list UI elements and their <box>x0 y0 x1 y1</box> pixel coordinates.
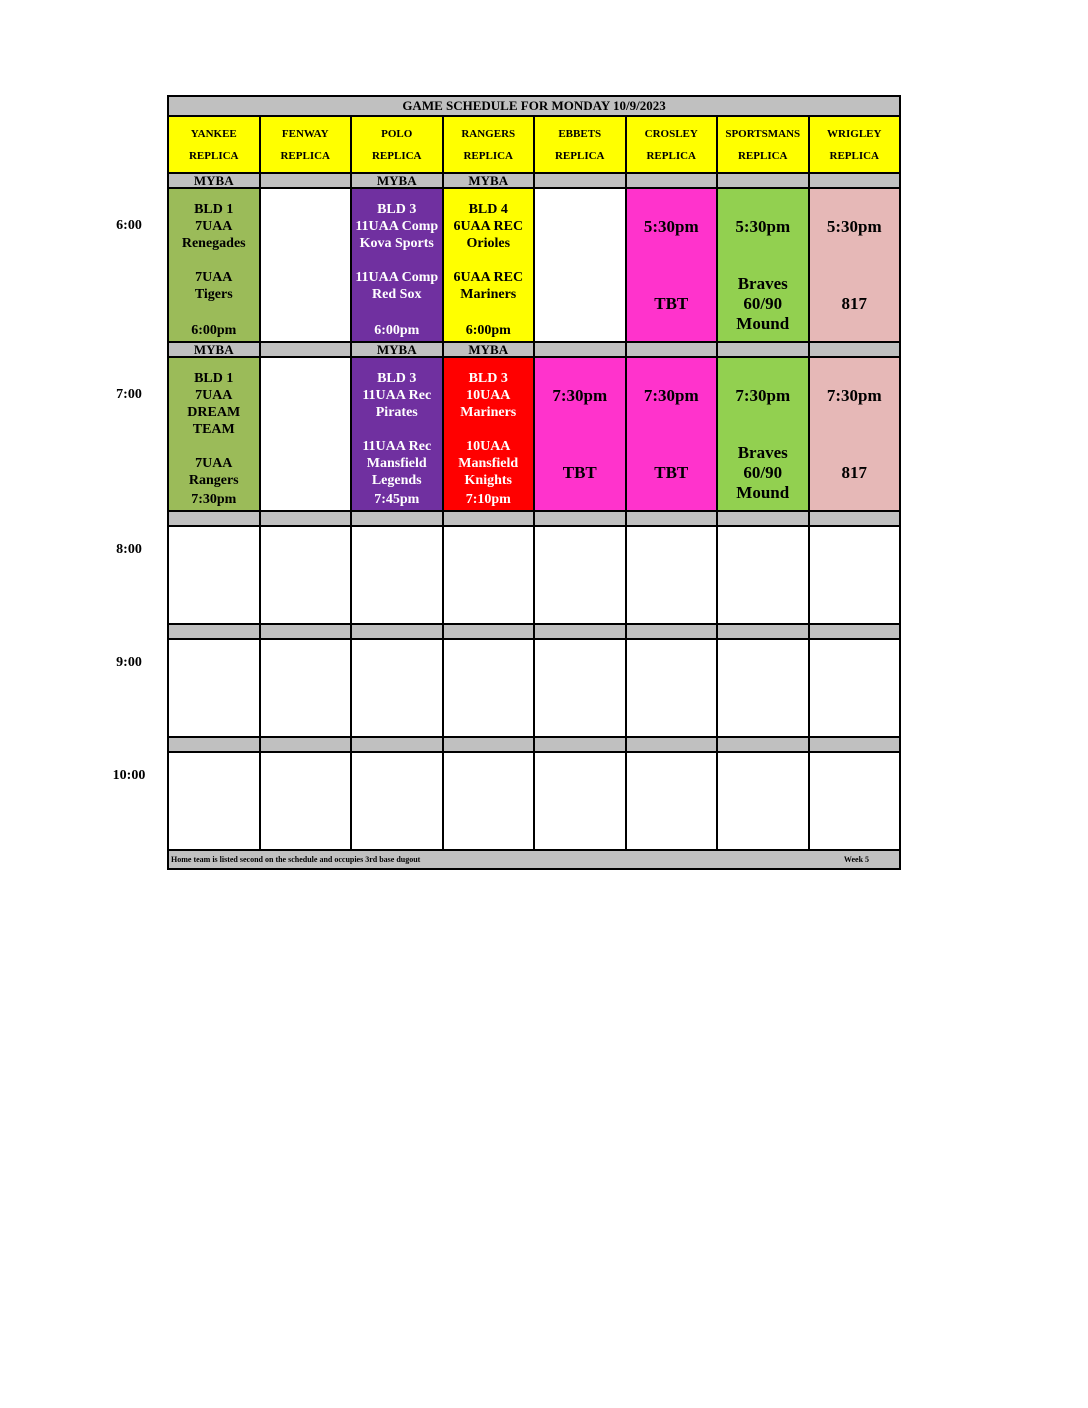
separator-cell <box>809 511 901 526</box>
footer-row <box>168 850 900 869</box>
game-line: Rangers <box>188 473 239 488</box>
game-bottom <box>718 443 808 510</box>
game-line: 7UAA <box>195 456 233 471</box>
field-name: RANGERS <box>461 127 516 140</box>
league-label: MYBA <box>351 173 443 188</box>
separator-cell <box>717 624 809 639</box>
separator-cell <box>443 624 535 639</box>
game-line: 6UAA REC <box>453 270 524 285</box>
separator-cell <box>809 624 901 639</box>
game-time: 7:45pm <box>374 492 420 507</box>
time-label: 6:00 <box>116 218 142 233</box>
line-break <box>352 252 442 269</box>
game-top <box>810 189 900 237</box>
separator-cell <box>351 511 443 526</box>
game-bottom <box>718 274 808 341</box>
game-line: 817 <box>841 463 867 482</box>
game-cell <box>717 357 809 511</box>
league-label: MYBA <box>443 173 535 188</box>
separator-cell <box>260 737 352 752</box>
game-line: Red Sox <box>372 287 422 302</box>
game-line: 6UAA REC <box>453 219 524 234</box>
separator-cell <box>168 624 260 639</box>
field-header-fenway <box>260 116 352 173</box>
game-bottom <box>810 294 900 341</box>
game-line: 5:30pm <box>826 217 882 236</box>
game-top <box>535 358 625 406</box>
league-label <box>809 342 901 357</box>
empty-slot-cell <box>809 526 901 624</box>
game-time: 6:00pm <box>374 323 420 338</box>
separator-cell <box>260 511 352 526</box>
field-header-yankee <box>168 116 260 173</box>
empty-slot-cell <box>717 526 809 624</box>
time-label: 7:00 <box>116 387 142 402</box>
separator-cell <box>260 624 352 639</box>
time-label: 10:00 <box>112 768 146 783</box>
game-line: BLD 1 <box>194 371 234 386</box>
league-label <box>534 342 626 357</box>
game-line: 11UAA Comp <box>355 219 439 234</box>
game-line: 817 <box>841 294 867 313</box>
game-box <box>627 189 717 341</box>
league-label <box>626 342 718 357</box>
field-subtitle: REPLICA <box>463 149 513 162</box>
empty-game-cell <box>260 188 352 342</box>
empty-slot-cell <box>534 752 626 850</box>
time-label: 9:00 <box>116 655 142 670</box>
league-label: MYBA <box>443 342 535 357</box>
game-line: 5:30pm <box>643 217 699 236</box>
empty-slot-cell <box>717 752 809 850</box>
separator-cell <box>351 624 443 639</box>
game-box <box>169 358 259 510</box>
separator-row <box>168 737 900 752</box>
game-box <box>627 358 717 510</box>
empty-slot-cell <box>443 526 535 624</box>
game-line: BLD 1 <box>194 202 234 217</box>
empty-slot-cell <box>168 752 260 850</box>
game-line: BLD 3 <box>468 371 508 386</box>
game-box <box>718 189 808 341</box>
game-cell <box>351 357 443 511</box>
field-header-ebbets <box>534 116 626 173</box>
game-box <box>444 358 534 510</box>
game-row <box>168 357 900 511</box>
field-header-row <box>168 116 900 173</box>
game-line: 7:30pm <box>826 386 882 405</box>
game-line: Braves <box>737 274 788 293</box>
field-subtitle: REPLICA <box>280 149 330 162</box>
game-line: Mariners <box>460 287 517 302</box>
field-name: SPORTSMANS <box>725 127 801 140</box>
game-line: Tigers <box>194 287 233 302</box>
game-line: Renegades <box>181 236 246 251</box>
line-break <box>352 421 442 438</box>
field-name: CROSLEY <box>644 127 698 140</box>
league-label <box>260 342 352 357</box>
game-cell <box>809 357 901 511</box>
field-subtitle: REPLICA <box>646 149 696 162</box>
league-label <box>717 342 809 357</box>
game-line: 11UAA Comp <box>355 270 439 285</box>
field-header-sportsmans <box>717 116 809 173</box>
separator-cell <box>168 737 260 752</box>
game-line: 7:30pm <box>552 386 608 405</box>
empty-slot-cell <box>351 526 443 624</box>
game-line: DREAM <box>187 405 241 420</box>
footer-cell <box>168 850 900 869</box>
line-break <box>444 421 534 438</box>
game-line: Kova Sports <box>359 236 434 251</box>
separator-cell <box>626 737 718 752</box>
field-name: WRIGLEY <box>827 127 882 140</box>
game-bottom <box>535 463 625 510</box>
separator-cell <box>717 737 809 752</box>
field-subtitle: REPLICA <box>371 149 422 162</box>
empty-row <box>168 752 900 850</box>
field-subtitle: REPLICA <box>188 149 239 162</box>
game-line: BLD 4 <box>468 202 508 217</box>
game-box <box>535 358 625 510</box>
game-line: BLD 3 <box>377 371 417 386</box>
game-cell <box>626 188 718 342</box>
empty-slot-cell <box>809 752 901 850</box>
schedule-table <box>167 95 901 870</box>
empty-game-cell <box>534 188 626 342</box>
game-line: Orioles <box>466 236 511 251</box>
game-line: 60/90 <box>743 463 783 482</box>
spacer <box>444 303 534 322</box>
game-line: 7UAA <box>195 219 233 234</box>
time-label: 8:00 <box>116 542 142 557</box>
field-name: FENWAY <box>281 127 329 140</box>
empty-slot-cell <box>717 639 809 737</box>
empty-slot-cell <box>260 639 352 737</box>
game-top <box>627 358 717 406</box>
empty-slot-cell <box>626 639 718 737</box>
game-line: 10UAA <box>466 439 511 454</box>
separator-cell <box>626 511 718 526</box>
game-top <box>627 189 717 237</box>
game-time: 7:30pm <box>191 492 237 507</box>
game-line: Mansfield <box>458 456 519 471</box>
game-line: Pirates <box>375 405 418 420</box>
line-break <box>169 438 259 455</box>
game-line: TEAM <box>192 422 235 437</box>
empty-slot-cell <box>351 639 443 737</box>
line-break <box>444 252 534 269</box>
separator-row <box>168 511 900 526</box>
league-label <box>534 173 626 188</box>
league-label: MYBA <box>168 342 260 357</box>
game-line: 7:30pm <box>735 386 791 405</box>
game-cell <box>351 188 443 342</box>
separator-row <box>168 624 900 639</box>
empty-slot-cell <box>443 639 535 737</box>
field-header-rangers <box>443 116 535 173</box>
game-box <box>444 189 534 341</box>
league-label: MYBA <box>168 173 260 188</box>
game-line: Mariners <box>460 405 517 420</box>
field-header-wrigley <box>809 116 901 173</box>
game-top <box>810 358 900 406</box>
game-bottom <box>627 463 717 510</box>
separator-cell <box>534 737 626 752</box>
empty-slot-cell <box>534 526 626 624</box>
line-break <box>169 252 259 269</box>
footer-week: Week 5 <box>843 855 870 864</box>
field-name: EBBETS <box>558 127 602 140</box>
league-row <box>168 173 900 188</box>
field-name: POLO <box>381 127 413 140</box>
game-bottom <box>810 463 900 510</box>
field-name: YANKEE <box>190 127 237 140</box>
footer-content <box>169 855 899 864</box>
league-label <box>717 173 809 188</box>
game-line: TBT <box>654 463 689 482</box>
field-header-polo <box>351 116 443 173</box>
empty-slot-cell <box>168 526 260 624</box>
spacer <box>352 303 442 322</box>
field-header-crosley <box>626 116 718 173</box>
separator-cell <box>809 737 901 752</box>
separator-cell <box>443 737 535 752</box>
game-line: 5:30pm <box>735 217 791 236</box>
league-label <box>809 173 901 188</box>
spacer <box>169 303 259 322</box>
league-label: MYBA <box>351 342 443 357</box>
game-line: TBT <box>654 294 689 313</box>
game-line: 7:30pm <box>643 386 699 405</box>
field-subtitle: REPLICA <box>737 149 788 162</box>
game-cell <box>168 188 260 342</box>
schedule-title: GAME SCHEDULE FOR MONDAY 10/9/2023 <box>168 96 900 116</box>
game-cell <box>443 188 535 342</box>
game-line: 11UAA Rec <box>362 439 432 454</box>
league-label <box>260 173 352 188</box>
league-row <box>168 342 900 357</box>
game-cell <box>626 357 718 511</box>
empty-row <box>168 526 900 624</box>
empty-slot-cell <box>626 526 718 624</box>
game-line: Braves <box>737 443 788 462</box>
separator-cell <box>534 624 626 639</box>
separator-cell <box>168 511 260 526</box>
game-line: 60/90 <box>743 294 783 313</box>
empty-slot-cell <box>260 526 352 624</box>
game-cell <box>443 357 535 511</box>
empty-game-cell <box>260 357 352 511</box>
game-bottom <box>627 294 717 341</box>
game-line: BLD 3 <box>377 202 417 217</box>
game-line: Legends <box>371 473 422 488</box>
game-top <box>718 358 808 406</box>
game-box <box>352 189 442 341</box>
game-line: 7UAA <box>195 270 233 285</box>
game-line: Mansfield <box>366 456 427 471</box>
game-line: 10UAA <box>466 388 511 403</box>
game-time: 7:10pm <box>465 492 511 507</box>
game-line: 11UAA Rec <box>362 388 432 403</box>
game-box <box>718 358 808 510</box>
game-box <box>169 189 259 341</box>
game-box <box>352 358 442 510</box>
footer-note: Home team is listed second on the schedule and occupies 3rd base dugout <box>171 855 421 864</box>
game-box <box>810 189 900 341</box>
empty-slot-cell <box>809 639 901 737</box>
game-cell <box>809 188 901 342</box>
empty-slot-cell <box>626 752 718 850</box>
separator-cell <box>534 511 626 526</box>
game-top <box>718 189 808 237</box>
empty-slot-cell <box>260 752 352 850</box>
game-row <box>168 188 900 342</box>
game-cell <box>717 188 809 342</box>
game-time: 6:00pm <box>465 323 511 338</box>
field-subtitle: REPLICA <box>829 149 880 162</box>
game-box <box>810 358 900 510</box>
empty-slot-cell <box>351 752 443 850</box>
game-line: Knights <box>464 473 512 488</box>
league-label <box>626 173 718 188</box>
game-time: 6:00pm <box>191 323 237 338</box>
game-line: 7UAA <box>195 388 233 403</box>
game-line: Mound <box>736 314 790 333</box>
separator-cell <box>443 511 535 526</box>
field-subtitle: REPLICA <box>554 149 605 162</box>
empty-slot-cell <box>443 752 535 850</box>
game-line: Mound <box>736 483 790 502</box>
separator-cell <box>351 737 443 752</box>
separator-cell <box>626 624 718 639</box>
empty-row <box>168 639 900 737</box>
game-cell <box>168 357 260 511</box>
game-cell <box>534 357 626 511</box>
game-line: TBT <box>562 463 597 482</box>
separator-cell <box>717 511 809 526</box>
empty-slot-cell <box>534 639 626 737</box>
empty-slot-cell <box>168 639 260 737</box>
